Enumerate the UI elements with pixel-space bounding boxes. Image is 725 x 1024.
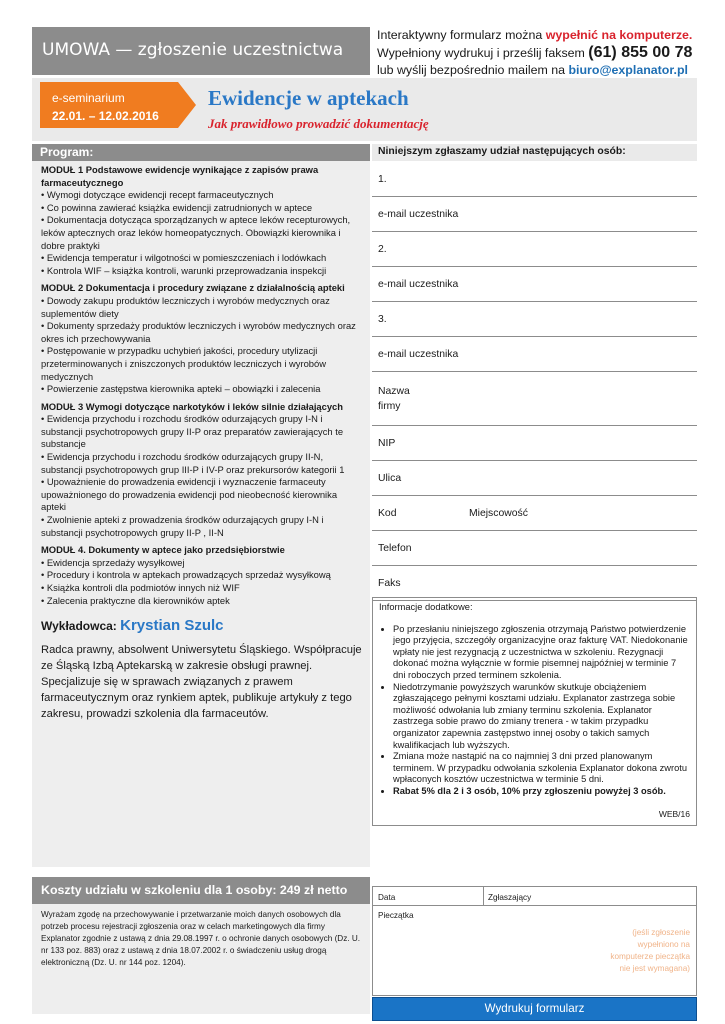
module-title: MODUŁ 3 Wymogi dotyczące narkotyków i leków silnie działających: [41, 400, 344, 412]
fax-number: (61) 855 00 78: [588, 44, 693, 61]
program-panel: [32, 161, 370, 867]
program-module: [41, 401, 362, 540]
form-code: WEB/16: [658, 809, 690, 820]
program-module: [41, 164, 362, 277]
signature-row: [373, 887, 696, 906]
info-line-2: Wypełniony wydrukuj i prześlij faksem (61) 855 00 78: [377, 44, 693, 61]
info-heading: Informacje dodatkowe:: [379, 602, 473, 612]
company-name-field[interactable]: Nazwa firmy: [372, 372, 697, 426]
badge-label: e-seminarium: [52, 91, 125, 105]
street-field[interactable]: Ulica: [372, 461, 697, 496]
participant-2-field[interactable]: 2.: [372, 232, 697, 267]
module-items: • Ewidencja przychodu i rozchodu środków odurzających grupy I-N i substancji psychotropowych grupy II-P oraz preparatów zawierających te substancje • Ewidencja przychodu i rozchodu środków odurzających grupy II-N, substancji psychotropowych grup III-P i IV-P oraz prekursorów kategorii 1 • Upoważnienie do prowadzenia ewidencji i wyznaczenie farmaceuty upoważnionego do prowadzenia ewidencji pod nieobecność kierownika apteki • Zwolnienie apteki z prowadzenia środków odurzających grupy I-N i substancji psychotropowych grupy II-P , II-N: [41, 413, 345, 538]
consent-text: Wyrażam zgodę na przechowywanie i przetwarzanie moich danych osobowych dla potrzeb procesu rejestracji zgłoszenia oraz w celach marketingowych dla firmy Explanator zgodnie z ustawą z dnia 29.08.1997 r. o ochronie danych osobowych (Dz. U. nr 133 poz. 883) oraz z ustawą z dnia 18.07.2002 r. o świadczeniu usług drogą elektroniczną (Dz. U. nr 144 poz. 1204).: [32, 904, 370, 1014]
module-title: MODUŁ 4. Dokumenty w aptece jako przedsiębiorstwie: [41, 544, 285, 556]
info-bullet: • Niedotrzymanie powyższych warunków skutkuje obciążeniem zgłaszającego pełnymi kosztami udziału. Explanator zastrzega sobie możliwość odwołania lub zmiany terminu szkolenia. Explanator zastrzega sobie prawo do zmiany trenera - w takim przypadku organizator zapewnia zastępstwo innej osoby o takich samych kwalifikacjach lub wyższych.: [393, 682, 690, 752]
email-link[interactable]: biuro@explanator.pl: [568, 63, 688, 77]
print-form-button[interactable]: Wydrukuj formularz: [372, 997, 697, 1021]
event-subtitle: Jak prawidłowo prowadzić dokumentację: [208, 116, 429, 131]
phone-field[interactable]: Telefon: [372, 531, 697, 566]
info-line-3: lub wyślij bezpośrednio mailem na biuro@explanator.pl: [377, 63, 688, 77]
fax-field[interactable]: Faks: [372, 566, 697, 601]
participant-1-field[interactable]: 1.: [372, 162, 697, 197]
event-title: Ewidencje w aptekach: [208, 86, 409, 110]
email-1-field[interactable]: e-mail uczestnika: [372, 197, 697, 232]
signature-box: [372, 886, 697, 996]
email-3-field[interactable]: e-mail uczestnika: [372, 337, 697, 372]
program-module: [41, 282, 362, 395]
postal-city-field[interactable]: [372, 496, 697, 531]
program-heading: Program:: [32, 144, 370, 161]
form-title: UMOWA — zgłoszenie uczestnictwa: [32, 27, 370, 75]
info-line-1: Interaktywny formularz można wypełnić na komputerze.: [377, 28, 693, 42]
module-title: MODUŁ 2 Dokumentacja i procedury związane z działalnością apteki: [41, 282, 345, 294]
badge-dates: 22.01. – 12.02.2016: [52, 109, 159, 123]
signature-divider: [483, 887, 484, 906]
lecturer-name: Krystian Szulc: [120, 617, 224, 635]
event-badge: [40, 82, 196, 128]
registration-form: [372, 162, 697, 601]
city-label: Miejscowość: [469, 508, 528, 519]
discount-bullet: • Rabat 5% dla 2 i 3 osób, 10% przy zgłoszeniu powyżej 3 osób.: [393, 786, 690, 798]
date-label[interactable]: Data: [378, 893, 396, 902]
lecturer: [41, 617, 362, 634]
module-items: • Ewidencja sprzedaży wysyłkowej • Procedury i kontrola w aptekach prowadzących sprzedaż wysyłkową • Książka kontroli dla podmiotów innych niż WIF • Zalecenia praktyczne dla kierowników aptek: [41, 556, 331, 606]
header-info: [377, 27, 697, 79]
info-bullet: • Zmiana może nastąpić na co najmniej 3 dni przed planowanym terminem. W przypadku odwołania szkolenia Explanator dokona zwrotu wpłaconych kosztów uczestnictwa w terminie 5 dni.: [393, 751, 690, 786]
cost-heading: Koszty udziału w szkoleniu dla 1 osoby: 249 zł netto: [32, 877, 370, 904]
program-module: [41, 544, 362, 607]
lecturer-label: Wykładowca:: [41, 619, 121, 634]
additional-info: [372, 597, 697, 826]
postal-code-label: Kod: [378, 508, 397, 519]
nip-field[interactable]: NIP: [372, 426, 697, 461]
stamp-label: Pieczątka: [378, 911, 414, 920]
info-list: [379, 624, 690, 798]
module-items: • Wymogi dotyczące ewidencji recept farmaceutycznych • Co powinna zawierać książka ewidencji zatrudnionych w aptece • Dokumentacja dotycząca sporządzanych w aptece leków recepturowych, leków aptecznych oraz leków homeopatycznych. Obowiązki kierownika i dobre praktyki • Ewidencja temperatur i wilgotności w pomieszczeniach i lodówkach • Kontrola WIF – książka kontroli, warunki przeprowadzania inspekcji: [41, 189, 351, 276]
email-2-field[interactable]: e-mail uczestnika: [372, 267, 697, 302]
module-title: MODUŁ 1 Podstawowe ewidencje wynikające z zapisów prawa farmaceutycznego: [41, 164, 319, 188]
participant-3-field[interactable]: 3.: [372, 302, 697, 337]
module-items: • Dowody zakupu produktów leczniczych i wyrobów medycznych oraz suplementów diety • Dokumenty sprzedaży produktów leczniczych i wyrobów medycznych oraz okres ich przechowywania • Postępowanie w przypadku uchybień jakości, procedury utylizacji przeterminowanych i zniszczonych produktów leczniczych i wyrobów medycznych • Powierzenie zastępstwa kierownika apteki – obowiązki i zalecenia: [41, 294, 356, 395]
stamp-note: (jeśli zgłoszenie wypełniono na komputerze pieczątka nie jest wymagana): [610, 928, 690, 973]
registration-heading: Niniejszym zgłaszamy udział następujących osób:: [372, 144, 697, 161]
info-bullet: • Po przesłaniu niniejszego zgłoszenia otrzymają Państwo potwierdzenie jego przyjęcia, szczegóły organizacyjne oraz fakturę VAT. Niedokonanie wpłaty nie jest rezygnacją z uczestnictwa w szkoleniu. Rezygnacji dokonać można wyłącznie w formie pisemnej najpóźniej w terminie 7 dni roboczych przed terminem szkolenia.: [393, 624, 690, 682]
lecturer-bio: Radca prawny, absolwent Uniwersytetu Śląskiego. Współpracuje ze Śląską Izbą Aptekarską w zakresie obsługi prawnej. Specjalizuje się w sprawach związanych z prawem farmaceutycznym oraz rynkiem aptek, publikuje artykuły z tego zakresu, prowadzi szkolenia dla farmaceutów.: [41, 644, 362, 721]
applicant-label[interactable]: Zgłaszający: [488, 893, 532, 902]
